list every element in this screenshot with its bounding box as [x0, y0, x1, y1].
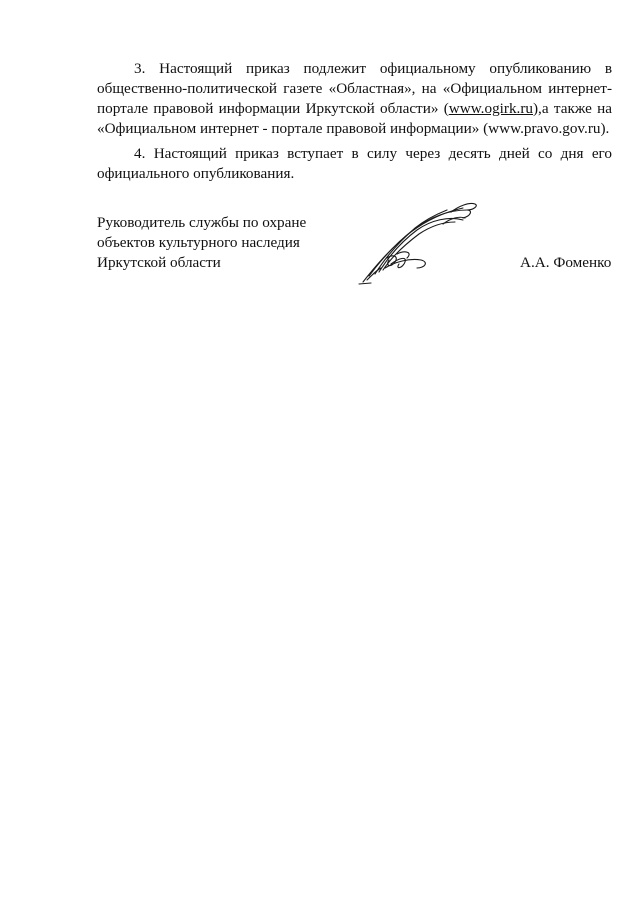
paragraph-3	[97, 59, 612, 139]
handwritten-signature	[355, 198, 480, 286]
signatory-title	[97, 213, 306, 273]
paragraph-4	[97, 144, 612, 184]
signatory-name: А.А. Фоменко	[520, 254, 612, 271]
paragraph-3-text-end: ),а также на «Официальном интернет - портале правовой информации» (www.pravo.gov.ru).	[97, 100, 612, 137]
paragraph-3-text: 3. Настоящий приказ подлежит официальному опубликованию в общественно-политической газете «Областная», на «Официальном интернет-портале правовой информации Иркутской области» (	[97, 60, 612, 117]
signatory-title-line-2: объектов культурного наследия	[97, 234, 300, 251]
signatory-title-line-3: Иркутской области	[97, 254, 221, 271]
paragraph-4-text: 4. Настоящий приказ вступает в силу через десять дней со дня его официального опубликования.	[97, 145, 612, 182]
signatory-title-line-1: Руководитель службы по охране	[97, 214, 307, 231]
ogirk-link[interactable]: www.ogirk.ru	[448, 100, 533, 117]
